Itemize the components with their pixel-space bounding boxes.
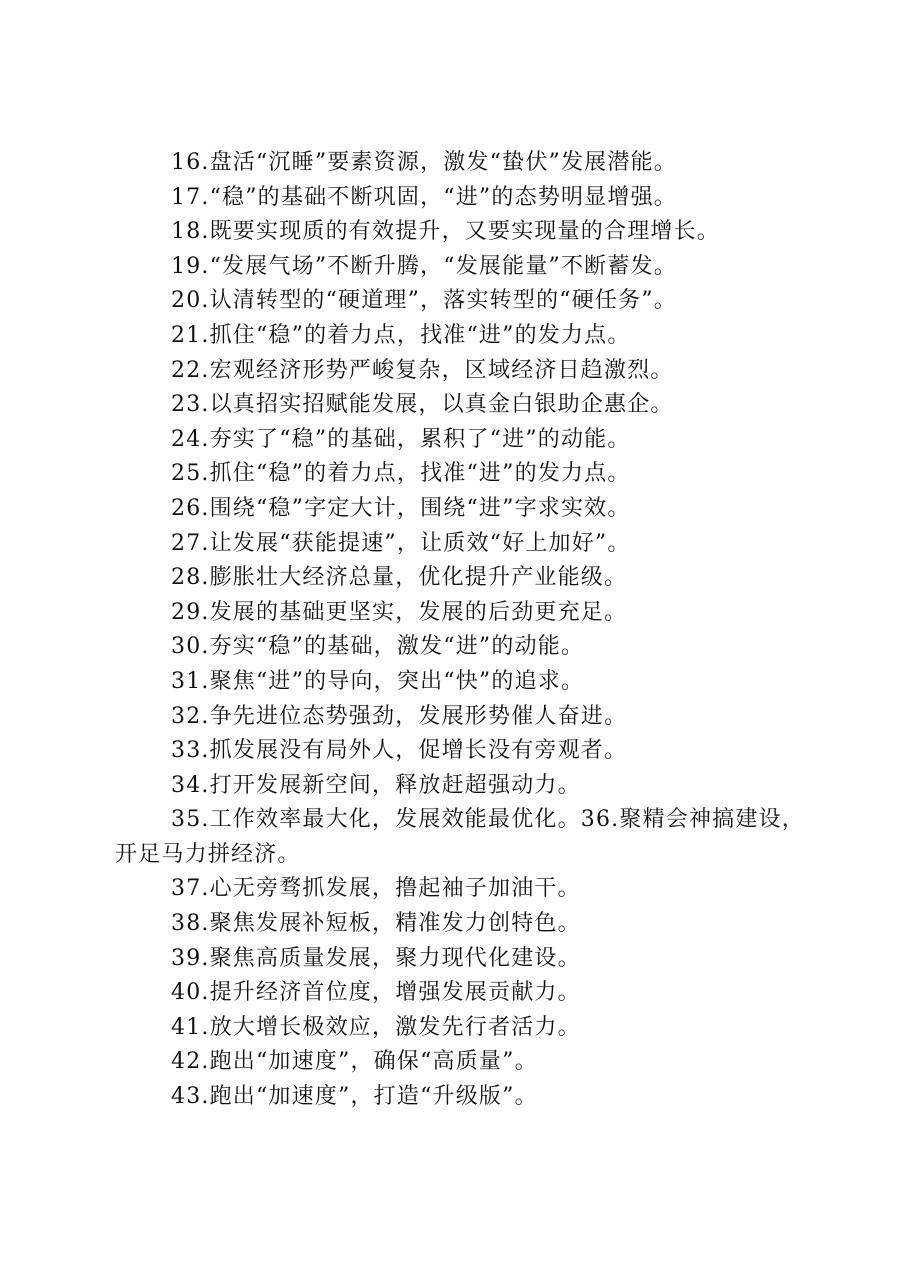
list-item-23: 23.以真招实招赋能发展，以真金白银助企惠企。 xyxy=(171,392,674,418)
list-item-27: 27.让发展“获能提速”，让质效“好上加好”。 xyxy=(171,530,631,556)
list-item-16: 16.盘活“沉睡”要素资源，激发“蛰伏”发展潜能。 xyxy=(171,150,677,175)
list-item-32: 32.争先进位态势强劲，发展形势催人奋进。 xyxy=(171,703,628,729)
list-item-42: 42.跑出“加速度”，确保“高质量”。 xyxy=(171,1049,538,1075)
list-item-39: 39.聚焦高质量发展，聚力现代化建设。 xyxy=(171,945,581,971)
list-item-41: 41.放大增长极效应，激发先行者活力。 xyxy=(171,1014,581,1040)
list-item-28: 28.膨胀壮大经济总量，优化提升产业能级。 xyxy=(171,565,628,591)
list-item-21: 21.抓住“稳”的着力点，找准“进”的发力点。 xyxy=(171,322,631,348)
list-item-43: 43.跑出“加速度”，打造“升级版”。 xyxy=(171,1084,538,1110)
list-item-19: 19.“发展气场”不断升腾，“发展能量”不断蓄发。 xyxy=(171,253,677,279)
list-item-26: 26.围绕“稳”字定大计，围绕“进”字求实效。 xyxy=(171,495,631,521)
list-item-20: 20.认清转型的“硬道理”，落实转型的“硬任务”。 xyxy=(171,288,677,314)
list-item-34: 34.打开发展新空间，释放赶超强动力。 xyxy=(171,772,581,798)
list-item-31: 31.聚焦“进”的导向，突出“快”的追求。 xyxy=(171,668,585,694)
list-item-37: 37.心无旁骛抓发展，撸起袖子加油干。 xyxy=(171,876,581,902)
list-item-38: 38.聚焦发展补短板，精准发力创特色。 xyxy=(171,911,581,937)
list-item-40: 40.提升经济首位度，增强发展贡献力。 xyxy=(171,980,581,1006)
list-item-29: 29.发展的基础更坚实，发展的后劲更充足。 xyxy=(171,599,628,625)
list-item-24: 24.夯实了“稳”的基础，累积了“进”的动能。 xyxy=(171,426,631,452)
list-item-22: 22.宏观经济形势严峻复杂，区域经济日趋激烈。 xyxy=(171,357,674,383)
list-item-25: 25.抓住“稳”的着力点，找准“进”的发力点。 xyxy=(171,461,631,487)
list-item-30: 30.夯实“稳”的基础，激发“进”的动能。 xyxy=(171,634,585,660)
document-body xyxy=(115,146,805,1115)
list-item-17: 17.“稳”的基础不断巩固，“进”的态势明显增强。 xyxy=(171,184,677,210)
list-item-33: 33.抓发展没有局外人，促增长没有旁观者。 xyxy=(171,738,628,764)
list-item-35-36: 35.工作效率最大化，发展效能最优化。36.聚精会神搞建设，开足马力拼经济。 xyxy=(115,807,805,867)
list-item-18: 18.既要实现质的有效提升，又要实现量的合理增长。 xyxy=(171,219,720,245)
